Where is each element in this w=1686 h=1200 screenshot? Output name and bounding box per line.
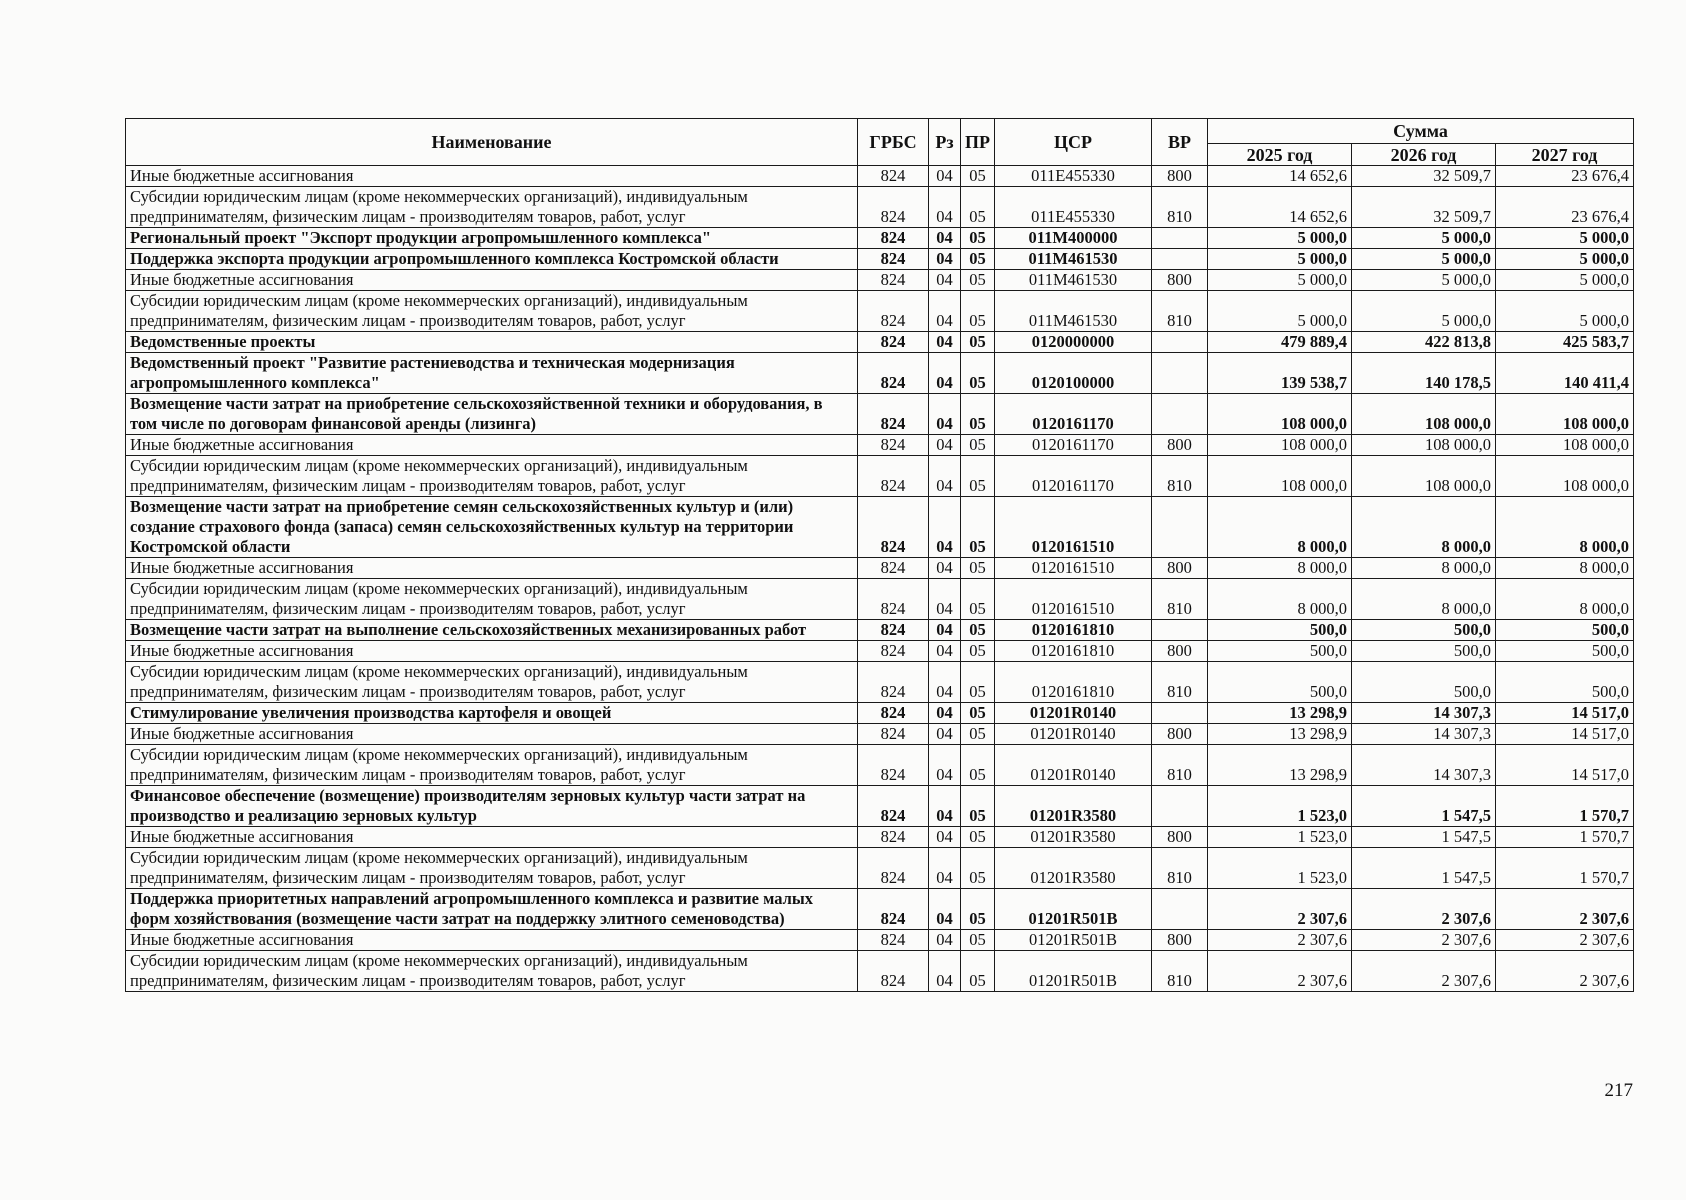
- cell-name: Региональный проект "Экспорт продукции агропромышленного комплекса": [126, 228, 858, 249]
- table-row: [126, 497, 1634, 558]
- table-row: [126, 827, 1634, 848]
- cell-2026: 5 000,0: [1352, 249, 1496, 270]
- cell-2026: 500,0: [1352, 620, 1496, 641]
- cell-rz: 04: [929, 724, 961, 745]
- cell-name: Возмещение части затрат на приобретение сельскохозяйственной техники и оборудования, в том числе по договорам финансовой аренды (лизинга): [126, 394, 858, 435]
- cell-name: Иные бюджетные ассигнования: [126, 827, 858, 848]
- col-header-rz: Рз: [929, 119, 961, 166]
- cell-rz: 04: [929, 745, 961, 786]
- cell-2027: 2 307,6: [1496, 889, 1634, 930]
- cell-2027: 108 000,0: [1496, 394, 1634, 435]
- cell-pr: 05: [961, 745, 995, 786]
- cell-vr: 810: [1152, 579, 1208, 620]
- cell-name: Субсидии юридическим лицам (кроме некоммерческих организаций), индивидуальным предпринимателям, физическим лицам - производителям товаров, работ, услуг: [126, 745, 858, 786]
- cell-pr: 05: [961, 228, 995, 249]
- cell-2027: 140 411,4: [1496, 353, 1634, 394]
- table-row: [126, 889, 1634, 930]
- col-header-csr: ЦСР: [995, 119, 1152, 166]
- cell-rz: 04: [929, 620, 961, 641]
- cell-pr: 05: [961, 951, 995, 992]
- cell-vr: 800: [1152, 930, 1208, 951]
- cell-rz: 04: [929, 641, 961, 662]
- cell-pr: 05: [961, 662, 995, 703]
- cell-2027: 1 570,7: [1496, 827, 1634, 848]
- cell-csr: 0120161510: [995, 497, 1152, 558]
- cell-2027: 14 517,0: [1496, 703, 1634, 724]
- cell-grbs: 824: [858, 786, 929, 827]
- cell-2025: 8 000,0: [1208, 558, 1352, 579]
- cell-2027: 500,0: [1496, 641, 1634, 662]
- cell-pr: 05: [961, 930, 995, 951]
- cell-2026: 5 000,0: [1352, 228, 1496, 249]
- cell-2025: 5 000,0: [1208, 291, 1352, 332]
- cell-rz: 04: [929, 394, 961, 435]
- cell-grbs: 824: [858, 497, 929, 558]
- cell-grbs: 824: [858, 435, 929, 456]
- col-header-pr: ПР: [961, 119, 995, 166]
- cell-vr: [1152, 889, 1208, 930]
- cell-vr: 810: [1152, 187, 1208, 228]
- cell-grbs: 824: [858, 558, 929, 579]
- cell-grbs: 824: [858, 724, 929, 745]
- cell-pr: 05: [961, 889, 995, 930]
- cell-2026: 500,0: [1352, 641, 1496, 662]
- cell-name: Иные бюджетные ассигнования: [126, 166, 858, 187]
- cell-2026: 108 000,0: [1352, 394, 1496, 435]
- cell-2027: 8 000,0: [1496, 558, 1634, 579]
- cell-grbs: 824: [858, 353, 929, 394]
- cell-2025: 8 000,0: [1208, 497, 1352, 558]
- col-header-2027: 2027 год: [1496, 144, 1634, 166]
- table-row: [126, 745, 1634, 786]
- cell-2027: 425 583,7: [1496, 332, 1634, 353]
- cell-2025: 2 307,6: [1208, 930, 1352, 951]
- cell-csr: 011М400000: [995, 228, 1152, 249]
- cell-rz: 04: [929, 249, 961, 270]
- cell-2025: 14 652,6: [1208, 187, 1352, 228]
- cell-csr: 0120100000: [995, 353, 1152, 394]
- cell-grbs: 824: [858, 620, 929, 641]
- cell-2026: 5 000,0: [1352, 291, 1496, 332]
- cell-2026: 140 178,5: [1352, 353, 1496, 394]
- cell-2026: 14 307,3: [1352, 703, 1496, 724]
- cell-grbs: 824: [858, 930, 929, 951]
- cell-2027: 23 676,4: [1496, 166, 1634, 187]
- cell-rz: 04: [929, 353, 961, 394]
- table-row: [126, 848, 1634, 889]
- table-row: [126, 228, 1634, 249]
- cell-vr: 810: [1152, 291, 1208, 332]
- cell-2025: 13 298,9: [1208, 724, 1352, 745]
- cell-name: Возмещение части затрат на выполнение сельскохозяйственных механизированных работ: [126, 620, 858, 641]
- cell-csr: 0120161170: [995, 456, 1152, 497]
- cell-vr: 810: [1152, 848, 1208, 889]
- cell-pr: 05: [961, 827, 995, 848]
- cell-pr: 05: [961, 558, 995, 579]
- cell-rz: 04: [929, 889, 961, 930]
- cell-name: Субсидии юридическим лицам (кроме некоммерческих организаций), индивидуальным предпринимателям, физическим лицам - производителям товаров, работ, услуг: [126, 579, 858, 620]
- cell-grbs: 824: [858, 187, 929, 228]
- table-row: [126, 951, 1634, 992]
- cell-pr: 05: [961, 249, 995, 270]
- cell-2026: 32 509,7: [1352, 187, 1496, 228]
- table-row: [126, 456, 1634, 497]
- cell-grbs: 824: [858, 456, 929, 497]
- cell-2025: 2 307,6: [1208, 889, 1352, 930]
- cell-pr: 05: [961, 270, 995, 291]
- cell-rz: 04: [929, 166, 961, 187]
- cell-2026: 32 509,7: [1352, 166, 1496, 187]
- cell-vr: [1152, 394, 1208, 435]
- cell-vr: [1152, 620, 1208, 641]
- cell-grbs: 824: [858, 662, 929, 703]
- cell-pr: 05: [961, 332, 995, 353]
- cell-2026: 1 547,5: [1352, 848, 1496, 889]
- cell-2025: 5 000,0: [1208, 249, 1352, 270]
- cell-name: Иные бюджетные ассигнования: [126, 724, 858, 745]
- table-header: [126, 119, 1634, 166]
- cell-vr: 810: [1152, 662, 1208, 703]
- cell-2026: 500,0: [1352, 662, 1496, 703]
- cell-2027: 500,0: [1496, 662, 1634, 703]
- cell-csr: 0120161170: [995, 435, 1152, 456]
- cell-pr: 05: [961, 497, 995, 558]
- cell-2025: 108 000,0: [1208, 435, 1352, 456]
- cell-2026: 14 307,3: [1352, 745, 1496, 786]
- cell-rz: 04: [929, 456, 961, 497]
- cell-pr: 05: [961, 435, 995, 456]
- cell-csr: 0120161170: [995, 394, 1152, 435]
- cell-name: Субсидии юридическим лицам (кроме некоммерческих организаций), индивидуальным предпринимателям, физическим лицам - производителям товаров, работ, услуг: [126, 848, 858, 889]
- table-row: [126, 662, 1634, 703]
- cell-2025: 5 000,0: [1208, 270, 1352, 291]
- cell-rz: 04: [929, 332, 961, 353]
- cell-csr: 0120161810: [995, 662, 1152, 703]
- cell-2025: 108 000,0: [1208, 394, 1352, 435]
- table-row: [126, 930, 1634, 951]
- cell-2026: 14 307,3: [1352, 724, 1496, 745]
- cell-grbs: 824: [858, 270, 929, 291]
- cell-2026: 8 000,0: [1352, 558, 1496, 579]
- cell-rz: 04: [929, 270, 961, 291]
- cell-name: Иные бюджетные ассигнования: [126, 270, 858, 291]
- cell-2025: 500,0: [1208, 620, 1352, 641]
- cell-csr: 011Е455330: [995, 166, 1152, 187]
- table-row: [126, 620, 1634, 641]
- cell-2026: 422 813,8: [1352, 332, 1496, 353]
- cell-csr: 01201R0140: [995, 703, 1152, 724]
- cell-grbs: 824: [858, 889, 929, 930]
- cell-rz: 04: [929, 786, 961, 827]
- cell-2026: 108 000,0: [1352, 435, 1496, 456]
- cell-2027: 1 570,7: [1496, 848, 1634, 889]
- cell-grbs: 824: [858, 394, 929, 435]
- page-number: 217: [1604, 1080, 1633, 1101]
- cell-csr: 011М461530: [995, 291, 1152, 332]
- table-row: [126, 579, 1634, 620]
- cell-pr: 05: [961, 641, 995, 662]
- cell-name: Субсидии юридическим лицам (кроме некоммерческих организаций), индивидуальным предпринимателям, физическим лицам - производителям товаров, работ, услуг: [126, 662, 858, 703]
- cell-name: Субсидии юридическим лицам (кроме некоммерческих организаций), индивидуальным предпринимателям, физическим лицам - производителям товаров, работ, услуг: [126, 291, 858, 332]
- cell-pr: 05: [961, 166, 995, 187]
- cell-csr: 01201R3580: [995, 827, 1152, 848]
- cell-name: Иные бюджетные ассигнования: [126, 558, 858, 579]
- cell-2027: 108 000,0: [1496, 456, 1634, 497]
- cell-csr: 011Е455330: [995, 187, 1152, 228]
- cell-csr: 01201R3580: [995, 848, 1152, 889]
- cell-grbs: 824: [858, 641, 929, 662]
- table-row: [126, 394, 1634, 435]
- col-header-2025: 2025 год: [1208, 144, 1352, 166]
- cell-grbs: 824: [858, 827, 929, 848]
- table-row: [126, 724, 1634, 745]
- cell-csr: 011М461530: [995, 249, 1152, 270]
- cell-2026: 2 307,6: [1352, 889, 1496, 930]
- cell-rz: 04: [929, 662, 961, 703]
- table-row: [126, 786, 1634, 827]
- cell-grbs: 824: [858, 249, 929, 270]
- cell-rz: 04: [929, 848, 961, 889]
- cell-csr: 01201R0140: [995, 745, 1152, 786]
- cell-name: Субсидии юридическим лицам (кроме некоммерческих организаций), индивидуальным предпринимателям, физическим лицам - производителям товаров, работ, услуг: [126, 456, 858, 497]
- cell-vr: 800: [1152, 641, 1208, 662]
- cell-name: Субсидии юридическим лицам (кроме некоммерческих организаций), индивидуальным предпринимателям, физическим лицам - производителям товаров, работ, услуг: [126, 187, 858, 228]
- col-header-sum: Сумма: [1208, 119, 1634, 144]
- cell-pr: 05: [961, 187, 995, 228]
- cell-rz: 04: [929, 435, 961, 456]
- cell-name: Иные бюджетные ассигнования: [126, 641, 858, 662]
- cell-vr: 800: [1152, 435, 1208, 456]
- table-row: [126, 291, 1634, 332]
- col-header-grbs: ГРБС: [858, 119, 929, 166]
- table-row: [126, 435, 1634, 456]
- cell-vr: [1152, 249, 1208, 270]
- cell-grbs: 824: [858, 228, 929, 249]
- cell-vr: [1152, 497, 1208, 558]
- cell-2027: 5 000,0: [1496, 228, 1634, 249]
- cell-rz: 04: [929, 703, 961, 724]
- cell-grbs: 824: [858, 703, 929, 724]
- cell-2025: 1 523,0: [1208, 827, 1352, 848]
- cell-2026: 5 000,0: [1352, 270, 1496, 291]
- cell-grbs: 824: [858, 291, 929, 332]
- cell-csr: 01201R3580: [995, 786, 1152, 827]
- cell-2025: 5 000,0: [1208, 228, 1352, 249]
- cell-2026: 8 000,0: [1352, 579, 1496, 620]
- cell-2026: 108 000,0: [1352, 456, 1496, 497]
- cell-rz: 04: [929, 558, 961, 579]
- cell-vr: [1152, 703, 1208, 724]
- table-row: [126, 558, 1634, 579]
- cell-csr: 01201R501B: [995, 889, 1152, 930]
- table-row: [126, 187, 1634, 228]
- cell-2027: 108 000,0: [1496, 435, 1634, 456]
- cell-name: Поддержка приоритетных направлений агропромышленного комплекса и развитие малых форм хозяйствования (возмещение части затрат на поддержку элитного семеноводства): [126, 889, 858, 930]
- cell-name: Финансовое обеспечение (возмещение) производителям зерновых культур части затрат на производство и реализацию зерновых культур: [126, 786, 858, 827]
- cell-vr: [1152, 332, 1208, 353]
- cell-grbs: 824: [858, 951, 929, 992]
- cell-2027: 8 000,0: [1496, 579, 1634, 620]
- cell-name: Поддержка экспорта продукции агропромышленного комплекса Костромской области: [126, 249, 858, 270]
- cell-vr: 800: [1152, 827, 1208, 848]
- table-row: [126, 332, 1634, 353]
- cell-2027: 14 517,0: [1496, 745, 1634, 786]
- cell-2027: 500,0: [1496, 620, 1634, 641]
- table-row: [126, 249, 1634, 270]
- table-row: [126, 641, 1634, 662]
- cell-name: Иные бюджетные ассигнования: [126, 930, 858, 951]
- cell-name: Ведомственные проекты: [126, 332, 858, 353]
- cell-2025: 1 523,0: [1208, 786, 1352, 827]
- table-row: [126, 166, 1634, 187]
- cell-pr: 05: [961, 394, 995, 435]
- cell-csr: 011М461530: [995, 270, 1152, 291]
- cell-2027: 8 000,0: [1496, 497, 1634, 558]
- cell-vr: [1152, 353, 1208, 394]
- cell-rz: 04: [929, 827, 961, 848]
- cell-rz: 04: [929, 951, 961, 992]
- cell-vr: 810: [1152, 951, 1208, 992]
- cell-grbs: 824: [858, 745, 929, 786]
- cell-2027: 2 307,6: [1496, 930, 1634, 951]
- cell-grbs: 824: [858, 848, 929, 889]
- cell-csr: 0120000000: [995, 332, 1152, 353]
- table-body: [126, 166, 1634, 992]
- cell-2025: 108 000,0: [1208, 456, 1352, 497]
- cell-pr: 05: [961, 724, 995, 745]
- cell-vr: 800: [1152, 270, 1208, 291]
- cell-name: Ведомственный проект "Развитие растениеводства и техническая модернизация агропромышленного комплекса": [126, 353, 858, 394]
- cell-2027: 5 000,0: [1496, 249, 1634, 270]
- cell-2027: 2 307,6: [1496, 951, 1634, 992]
- cell-name: Возмещение части затрат на приобретение семян сельскохозяйственных культур и (или) создание страхового фонда (запаса) семян сельскохозяйственных культур на территории Костромской области: [126, 497, 858, 558]
- cell-2027: 23 676,4: [1496, 187, 1634, 228]
- cell-name: Субсидии юридическим лицам (кроме некоммерческих организаций), индивидуальным предпринимателям, физическим лицам - производителям товаров, работ, услуг: [126, 951, 858, 992]
- cell-2026: 8 000,0: [1352, 497, 1496, 558]
- cell-csr: 0120161510: [995, 558, 1152, 579]
- cell-2025: 479 889,4: [1208, 332, 1352, 353]
- cell-2027: 1 570,7: [1496, 786, 1634, 827]
- cell-rz: 04: [929, 228, 961, 249]
- table-row: [126, 353, 1634, 394]
- cell-vr: 800: [1152, 558, 1208, 579]
- cell-name: Стимулирование увеличения производства картофеля и овощей: [126, 703, 858, 724]
- col-header-vr: ВР: [1152, 119, 1208, 166]
- cell-csr: 0120161810: [995, 620, 1152, 641]
- cell-pr: 05: [961, 291, 995, 332]
- cell-csr: 01201R501B: [995, 951, 1152, 992]
- cell-rz: 04: [929, 930, 961, 951]
- col-header-name: Наименование: [126, 119, 858, 166]
- cell-2025: 500,0: [1208, 662, 1352, 703]
- col-header-2026: 2026 год: [1352, 144, 1496, 166]
- cell-pr: 05: [961, 579, 995, 620]
- cell-pr: 05: [961, 353, 995, 394]
- table-row: [126, 270, 1634, 291]
- cell-2025: 13 298,9: [1208, 745, 1352, 786]
- cell-vr: 800: [1152, 166, 1208, 187]
- cell-csr: 01201R0140: [995, 724, 1152, 745]
- cell-rz: 04: [929, 187, 961, 228]
- cell-2025: 14 652,6: [1208, 166, 1352, 187]
- cell-2026: 2 307,6: [1352, 930, 1496, 951]
- cell-vr: [1152, 786, 1208, 827]
- cell-grbs: 824: [858, 332, 929, 353]
- cell-2025: 500,0: [1208, 641, 1352, 662]
- cell-2027: 5 000,0: [1496, 270, 1634, 291]
- cell-2025: 2 307,6: [1208, 951, 1352, 992]
- budget-table: [125, 118, 1634, 992]
- cell-2025: 8 000,0: [1208, 579, 1352, 620]
- cell-pr: 05: [961, 456, 995, 497]
- cell-2025: 139 538,7: [1208, 353, 1352, 394]
- cell-vr: 800: [1152, 724, 1208, 745]
- cell-vr: [1152, 228, 1208, 249]
- cell-vr: 810: [1152, 745, 1208, 786]
- cell-2025: 13 298,9: [1208, 703, 1352, 724]
- table-row: [126, 703, 1634, 724]
- cell-2026: 1 547,5: [1352, 827, 1496, 848]
- cell-2027: 5 000,0: [1496, 291, 1634, 332]
- cell-csr: 0120161510: [995, 579, 1152, 620]
- cell-pr: 05: [961, 620, 995, 641]
- cell-vr: 810: [1152, 456, 1208, 497]
- cell-2027: 14 517,0: [1496, 724, 1634, 745]
- cell-grbs: 824: [858, 166, 929, 187]
- cell-name: Иные бюджетные ассигнования: [126, 435, 858, 456]
- cell-rz: 04: [929, 497, 961, 558]
- cell-csr: 0120161810: [995, 641, 1152, 662]
- cell-2025: 1 523,0: [1208, 848, 1352, 889]
- cell-rz: 04: [929, 579, 961, 620]
- cell-pr: 05: [961, 786, 995, 827]
- cell-grbs: 824: [858, 579, 929, 620]
- cell-rz: 04: [929, 291, 961, 332]
- cell-csr: 01201R501B: [995, 930, 1152, 951]
- cell-2026: 2 307,6: [1352, 951, 1496, 992]
- cell-pr: 05: [961, 703, 995, 724]
- cell-2026: 1 547,5: [1352, 786, 1496, 827]
- cell-pr: 05: [961, 848, 995, 889]
